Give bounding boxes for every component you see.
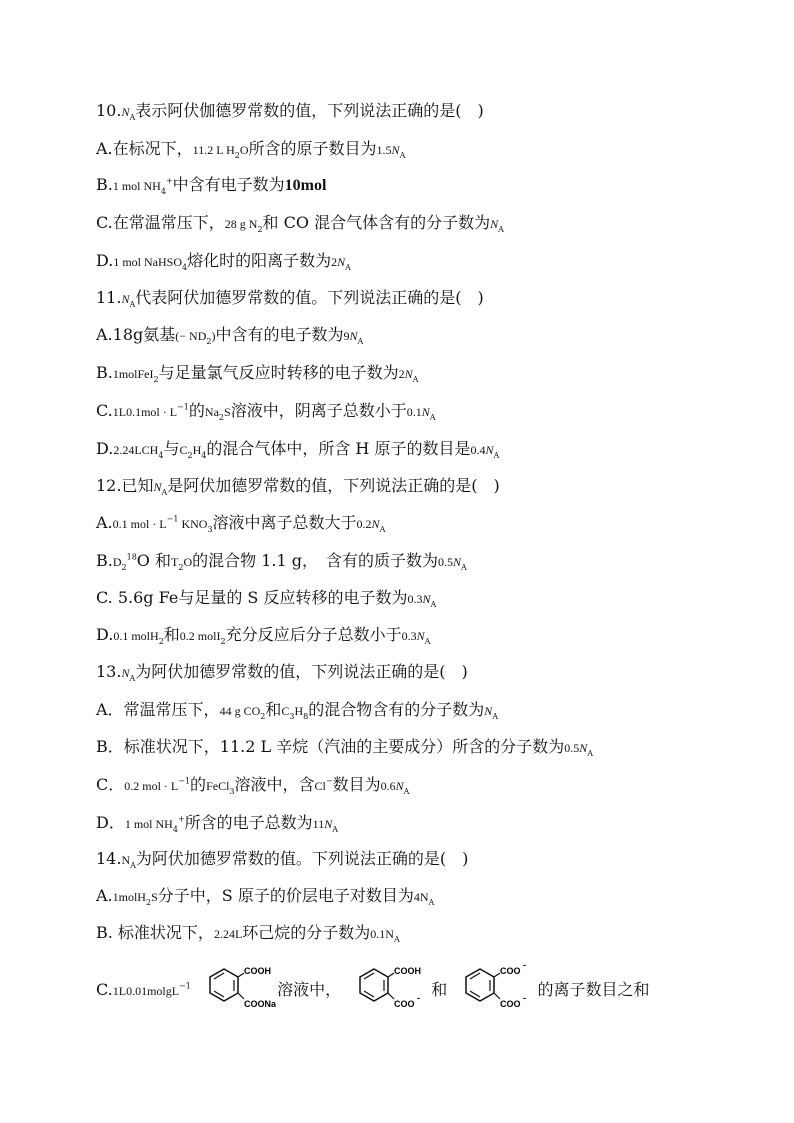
coona-label: COONa: [243, 998, 276, 1009]
q11-option-b: B.1molFeI$_2$与足量氯气反应时转移的电子数为$2N_A$: [96, 363, 419, 385]
coo-label: COO: [500, 998, 521, 1009]
svg-text:-: -: [417, 992, 421, 1003]
q14-option-c: C.1L0.01molgL$^{-1}$ COOH COONa 溶液中， COOH COO - 和 COO - COO - 的离子数目之和: [96, 960, 754, 1020]
q12-option-b: $B.D_2^{18}O$ 和$T_2O$的混合物 1.1 g， 含有的质子数为$0.5N_A$: [96, 551, 467, 573]
q10-option-d: D.1 mol NaHSO$_4$熔化时的阳离子数为$2N_A$: [96, 251, 351, 273]
q12-option-d: D.0.1 molH$_2$和0.2 molI$_2$充分反应后分子总数小于$0.3N_A$: [96, 625, 431, 647]
q10-option-c: C.在常温常压下，28 g $N_2$和 CO 混合气体含有的分子数为$N_A$: [96, 213, 504, 235]
q11-option-d: $D.2.24LCH_4$与$C_2H_4$的混合气体中，所含 H 原子的数目是$0.4N_A$: [96, 439, 500, 461]
q13-option-d: D．1 mol $NH_4^+$所含的电子总数为$11N_A$: [96, 813, 339, 835]
q11-option-c: $C.1L0.1mol \cdot L^{-1}$的$Na_2S$溶液中，阴离子总数小于$0.1N_A$: [96, 401, 436, 423]
q12-option-c: C. 5.6g Fe与足量的 S 反应转移的电子数为$0.3N_A$: [96, 588, 437, 610]
phthalate-ion-structure: [452, 959, 532, 1019]
q12-option-a: A.0.1 mol · $L^{-1}$ $KNO_3$溶液中离子总数大于$0.2N_A$: [96, 513, 386, 535]
q13-option-a: A．常温常压下，44 g $CO_2$和$C_3H_8$的混合物含有的分子数为$N_A$: [96, 700, 499, 722]
q14-option-b: B. 标准状况下，2.24L环己烷的分子数为$0.1N_A$: [96, 923, 400, 945]
q12-stem: 12.已知$N_A$是阿伏加德罗常数的值，下列说法正确的是( ): [96, 476, 500, 498]
q11-stem: $11.N_A$代表阿伏加德罗常数的值。下列说法正确的是( ): [96, 288, 484, 310]
hydrogen-phthalate-ion-structure: [346, 963, 426, 1019]
coo-label: COO: [394, 998, 415, 1009]
hydrogen-phthalate-sodium-structure: [196, 963, 276, 1019]
q14-stem: $14.N_A$为阿伏加德罗常数的值。下列说法正确的是( ): [96, 849, 469, 871]
svg-text:-: -: [523, 959, 527, 970]
q14-option-a: A.1molH$_2$S分子中，S 原子的价层电子对数目为$4N_A$: [96, 886, 435, 908]
q11-option-a: A.18g氨基(− $ND_2$)中含有的电子数为$9N_A$: [96, 325, 364, 347]
q10-stem: $10.N_A$表示阿伏伽德罗常数的值，下列说法正确的是( ): [96, 101, 484, 123]
cooh-label: COOH: [243, 965, 271, 976]
svg-text:-: -: [523, 992, 527, 1003]
q10-option-b: B.1 mol $NH_4^+$中含有电子数为10mol: [96, 175, 327, 197]
cooh-label: COOH: [394, 965, 422, 976]
q10-option-a: A.在标况下，11.2 L $H_2O$所含的原子数目为$1.5N_A$: [96, 139, 406, 161]
q13-option-c: C．0.2 mol · $L^{-1}$的FeCl$_3$溶液中，含Cl−数目为$0.6N_A$: [96, 775, 410, 797]
q13-option-b: B．标准状况下，11.2 L 辛烷（汽油的主要成分）所含的分子数为$0.5N_A$: [96, 737, 593, 759]
coo-label: COO: [500, 965, 521, 976]
q13-stem: $13.N_A$为阿伏加德罗常数的值，下列说法正确的是( ): [96, 662, 468, 684]
